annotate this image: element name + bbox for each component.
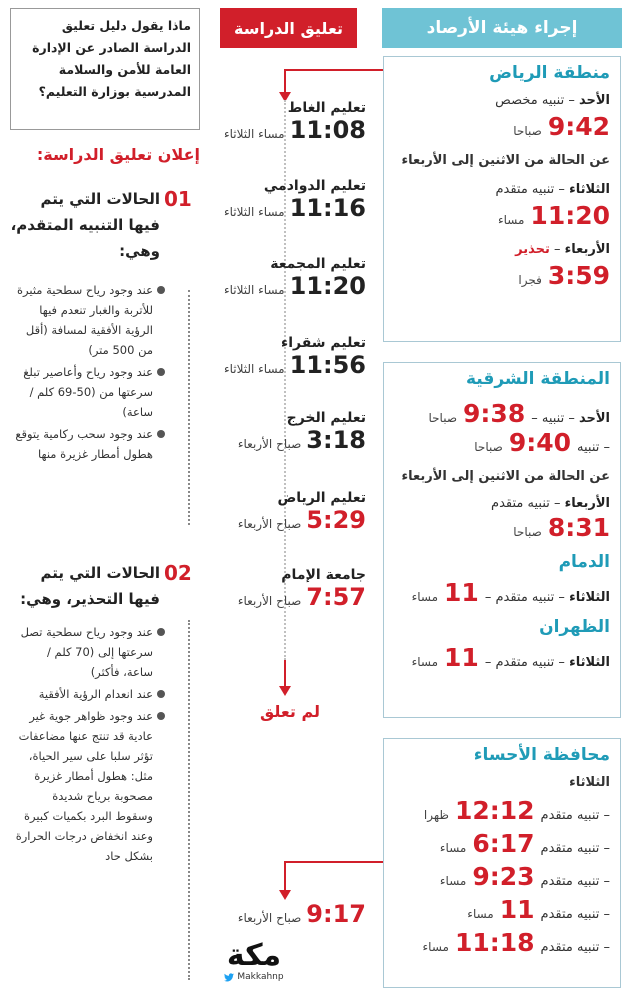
left-dotted-line-2: [188, 620, 190, 980]
alert-label: – تنبيه متقدم: [495, 182, 570, 197]
period-label: مساء: [439, 841, 467, 855]
bullet-item: عند وجود رياح سطحية مثيرة للأتربة والغبار تنعدم فيها الرؤية الأفقية لمسافة (أقل من 500 متر): [15, 280, 165, 360]
ahsa-title: محافظة الأحساء: [473, 745, 610, 765]
alert-label: تنبيه متقدم –: [540, 841, 610, 856]
time-value: 5:29: [306, 506, 366, 534]
time-value: 11:16: [289, 194, 366, 222]
period-label: مساء: [439, 874, 467, 888]
ahsa-alert-row: [394, 796, 610, 825]
caption: مساء الثلاثاء: [223, 283, 285, 297]
alert-label: تنبيه متقدم –: [540, 874, 610, 889]
day-label: الأحد: [578, 411, 610, 426]
time-value: 11: [444, 643, 479, 672]
period-label: مساء: [411, 590, 439, 604]
eastern-sunday-row2: [394, 428, 610, 457]
day-label: الأربعاء: [564, 496, 610, 511]
ahsa-alert-row: [394, 895, 610, 924]
riyadh-arrow: [275, 64, 387, 104]
bullet-item: عند وجود ظواهر جوية غير عادية قد تنتج عنها مضاعفات تؤثر سلبا على سير الحياة، مثل: هطول أمطار غزيرة مصحوبة برياح شديدة وسقوط البرد بكميات كبيرة وعند انخفاض درجات الحرارة بشكل حاد: [15, 706, 165, 866]
alert-label: – تنبيه متقدم –: [484, 655, 570, 670]
alert-label: – تنبيه –: [531, 411, 579, 426]
caption: صباح الأربعاء: [237, 911, 302, 925]
not-suspended-arrow: [275, 660, 295, 700]
ahsa-region-box: [383, 738, 621, 988]
case-1-bullets: [15, 280, 165, 466]
day-label: الثلاثاء: [569, 590, 610, 605]
riyadh-sunday-line: [394, 93, 610, 108]
bullet-item: عند انعدام الرؤية الأفقية: [15, 684, 165, 704]
question-box: ماذا يقول دليل تعليق الدراسة الصادر عن الإدارة العامة للأمن والسلامة المدرسية بوزارة التعليم؟: [10, 8, 200, 130]
time-value: 12:12: [454, 796, 535, 825]
caption: مساء الثلاثاء: [223, 205, 285, 219]
time-value: 9:38: [463, 399, 526, 428]
period-label: ظهرا: [423, 808, 449, 822]
case-1-heading: [10, 186, 200, 264]
riyadh-tuesday-time: [394, 201, 610, 230]
authority-name: تعليم الغاط: [287, 100, 366, 116]
case-text: الحالات التي يتم فيها التحذير، وهي:: [20, 564, 160, 608]
time-value: 11:20: [289, 272, 366, 300]
time-value: 11:18: [454, 928, 535, 957]
caption: صباح الأربعاء: [237, 517, 302, 531]
ahsa-rows: [394, 796, 610, 957]
eastern-title: المنطقة الشرقية: [465, 369, 610, 389]
time-value: 8:31: [547, 513, 610, 542]
suspension-item: [214, 335, 366, 379]
time-value: 9:42: [547, 112, 610, 141]
ahsa-alert-row: [394, 829, 610, 858]
period-label: مساء: [497, 213, 525, 227]
riyadh-sunday-time: [394, 112, 610, 141]
bullet-item: عند وجود رياح وأعاصير تبلغ سرعتها من (50-69 كلم / ساعة): [15, 362, 165, 422]
alert-label: تنبيه متقدم –: [540, 907, 610, 922]
eastern-sunday-row1: [394, 399, 610, 428]
ahsa-alert-row: [394, 862, 610, 891]
ahsa-alert-row: [394, 928, 610, 957]
period-label: صباحا: [428, 411, 458, 425]
alert-label: تنبيه متقدم –: [540, 808, 610, 823]
suspension-item: [214, 178, 366, 222]
announcement-title: إعلان تعليق الدراسة:: [36, 145, 200, 164]
caption: صباح الأربعاء: [237, 594, 302, 608]
logo-handle-text: Makkahnp: [237, 972, 284, 982]
authority-name: جامعة الإمام: [281, 567, 366, 583]
alert-label: – تنبيه مخصص: [495, 93, 579, 108]
ahsa-day: الثلاثاء: [569, 775, 610, 790]
time-value: 11: [499, 895, 535, 924]
time-value: 11: [444, 578, 479, 607]
case-2-heading: [10, 560, 200, 612]
bullet-item: عند وجود سحب ركامية يتوقع هطول أمطار غزيرة منها: [15, 424, 165, 464]
day-label: الأربعاء: [564, 242, 610, 257]
riyadh-wednesday-time: [394, 261, 610, 290]
period-label: مساء: [411, 655, 439, 669]
riyadh-tuesday-line: [394, 182, 610, 197]
time-value: 9:40: [508, 428, 571, 457]
suspension-header: تعليق الدراسة: [220, 8, 357, 48]
alert-label: – تنبيه متقدم –: [484, 590, 570, 605]
alert-label: تنبيه متقدم –: [540, 940, 610, 955]
period-label: فجرا: [518, 273, 542, 287]
case-number: 01: [164, 187, 192, 211]
dhahran-row: [394, 643, 610, 672]
makkah-logo: [214, 940, 294, 982]
ahsa-suspension-time: [214, 900, 366, 928]
suspension-item: [214, 100, 366, 144]
riyadh-wednesday-line: الأربعاء – تحذير: [515, 242, 610, 257]
time-value: 11:56: [289, 351, 366, 379]
dammam-row: [394, 578, 610, 607]
riyadh-title: منطقة الرياض: [489, 63, 610, 83]
bullet-item: عند وجود رياح سطحية تصل سرعتها إلى (70 كلم / ساعة، فأكثر): [15, 622, 165, 682]
day-label: الأحد: [578, 93, 610, 108]
time-value: 9:23: [472, 862, 535, 891]
warning-label: تحذير: [515, 242, 550, 257]
authority-name: تعليم الخرج: [286, 410, 366, 426]
time-value: 6:17: [472, 829, 535, 858]
period-label: مساء: [422, 940, 449, 954]
twitter-icon: [224, 973, 234, 982]
dammam-title: الدمام: [558, 552, 610, 572]
case-number: 02: [164, 561, 192, 585]
caption: مساء الثلاثاء: [223, 362, 285, 376]
suspension-item: [214, 490, 366, 534]
period-label: مساء: [467, 907, 494, 921]
authority-name: تعليم الرياض: [277, 490, 366, 506]
meteorology-header: إجراء هيئة الأرصاد: [382, 8, 622, 48]
suspension-item: [214, 256, 366, 300]
authority-name: تعليم الدوادمي: [263, 178, 366, 194]
caption: مساء الثلاثاء: [223, 127, 285, 141]
period-label: صباحا: [513, 525, 542, 539]
alert-label: تنبيه –: [577, 440, 610, 455]
riyadh-mon-wed: عن الحالة من الاثنين إلى الأربعاء: [401, 153, 610, 168]
left-dotted-line-1: [188, 290, 190, 525]
logo-wordmark: مكة: [226, 938, 282, 973]
eastern-mon-wed: عن الحالة من الاثنين إلى الأربعاء: [401, 469, 610, 484]
ahsa-arrow: [275, 856, 387, 906]
time-value: 9:17: [306, 900, 366, 928]
time-value: 11:20: [530, 201, 610, 230]
eastern-wednesday-line: [394, 496, 610, 511]
eastern-region-box: [383, 362, 621, 718]
day-label: الثلاثاء: [569, 182, 610, 197]
riyadh-region-box: [383, 56, 621, 342]
not-suspended-label: لم تعلق: [259, 702, 321, 721]
caption: صباح الأربعاء: [237, 437, 302, 451]
time-value: 3:59: [547, 261, 610, 290]
suspension-item: [214, 410, 366, 454]
period-label: صباحا: [513, 124, 542, 138]
time-value: 7:57: [306, 583, 366, 611]
eastern-wednesday-time: [394, 513, 610, 542]
time-value: 3:18: [306, 426, 366, 454]
alert-label: – تنبيه متقدم: [491, 496, 565, 511]
authority-name: تعليم المجمعة: [270, 256, 366, 272]
dhahran-title: الظهران: [539, 617, 610, 637]
day-label: الثلاثاء: [569, 655, 610, 670]
authority-name: تعليم شقراء: [281, 335, 366, 351]
case-2-bullets: [15, 622, 165, 868]
time-value: 11:08: [289, 116, 366, 144]
suspension-item: [214, 567, 366, 611]
period-label: صباحا: [474, 440, 503, 454]
case-text: الحالات التي يتم فيها التنبيه المتقدم، وهي:: [10, 190, 160, 260]
